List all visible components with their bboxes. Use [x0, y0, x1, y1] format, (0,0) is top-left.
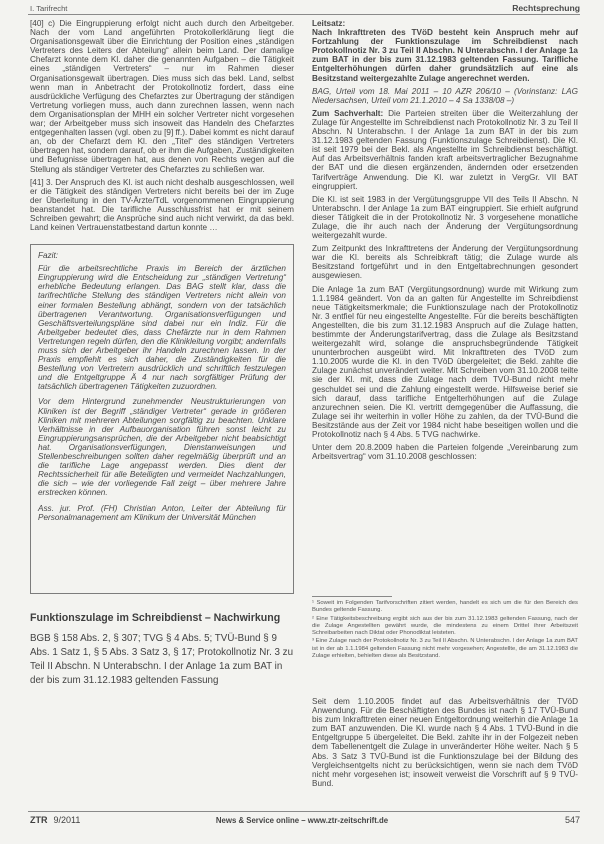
judgment-paragraph: [41] 3. Der Anspruch des Kl. ist auch nicht deshalb ausgeschlossen, weil er die Tätigkeit des ständigen Vertreters nicht bereits bei der im Zuge der Überleitung in den TV-Ärzte/TdL vorgenommenen Eingruppierung beanstandet hat. Die tarifliche Ausschlussfrist hat er mit seinem Schreiben gewahrt; die Ansprüche sind auch nicht verwirkt, da das bekl. Land keinen Vertrauenstatbestand dartun konnte …	[30, 177, 294, 233]
footnote: ³ Eine Zulage nach der Protokollnotiz Nr. 3 zu Teil II Abschn. N Unterabschn. I der Anlage 1a zum BAT ist in der ab 1.1.1984 geltenden Fassung nicht mehr vorgesehen; Angestellte, die am 31.12.1983 die Zulage erhielten, behielten diese als Besitzstand.	[312, 638, 578, 659]
facts-paragraph: Zum Zeitpunkt des Inkrafttretens der Änderung der Vergütungsordnung war die Kl. bereits als Schreibkraft tätig; die Zulage wurde als Besitzstand fortgeführt und in den Entgeltabrechnungen gesondert ausgewiesen.	[312, 244, 578, 281]
footnote-rule	[312, 596, 392, 597]
section-title: I. Tarifrecht	[30, 4, 68, 13]
leitsatz-text: Nach Inkrafttreten des TVöD besteht kein Anspruch mehr auf Fortzahlung der Funktionszulage im Schreibdienst nach Protokollnotiz Nr. 3 zu Teil II Abschn. N Unterabschn. I der Anlage 1a zum BAT in der bis zum 31.12.1983 geltenden Fassung. Tarifliche Entgelterhöhungen dürfen daher grundsätzlich auf eine als Besitzstand weitergezahlte Zulage angerechnet werden.	[312, 28, 578, 83]
case-citation: BAG, Urteil vom 18. Mai 2011 – 10 AZR 206/10 – (Vorinstanz: LAG Niedersachsen, Urteil vom 21.1.2010 – 4 Sa 1338/08 –)	[312, 86, 578, 105]
journal-name: ZTR	[30, 815, 48, 825]
facts-paragraph: Unter dem 20.8.2009 haben die Parteien folgende „Vereinbarung zum Arbeitsvertrag“ vom 31.10.2008 geschlossen:	[312, 443, 578, 462]
facts-paragraph: Die Anlage 1a zum BAT (Vergütungsordnung) wurde mit Wirkung zum 1.1.1984 geändert. Von da an galten für Angestellte im Schreibdienst neue Tätigkeitsmerkmale; die Funktionszulage nach der Protokollnotiz Nr. 3 entfiel für neu eingestellte Angestellte. Für die bereits beschäftigten Angestellten, die bis zum 31.12.1983 Anspruch auf die Zulage hatten, bestimmte der Änderungstarifvertrag, dass die Zulage als Besitzstand weitergezahlt wird, solange die anspruchsbegründende Tätigkeit ununterbrochen ausgeübt wird. Mit Inkrafttreten des TVöD zum 1.10.2005 wurde die Kl. in den TVöD übergeleitet; die Bekl. zahlte die Zulage zunächst unverändert weiter. Mit Schreiben vom 31.10.2008 teilte sie der Kl. mit, dass die Zulage nach dem TVÜ-Bund nicht mehr geschuldet sei und die Zahlung eingestellt werde. Hilfsweise berief sie sich darauf, dass tarifliche Entgelterhöhungen auf die Zulage anzurechnen seien. Die Kl. vertritt demgegenüber die Auffassung, die Zulage sei ihr weiterhin in voller Höhe zu zahlen, da der TVÜ-Bund die Besitzstände aus der Zeit vor 1984 nicht habe beseitigen wollen und die Protokollnotiz nach § 4 Abs. 5 TVG nachwirke.	[312, 284, 578, 440]
fazit-paragraph: Vor dem Hintergrund zunehmender Neustrukturierungen von Kliniken ist der Begriff „ständiger Vertreter“ gerade in größeren Kliniken mit mehreren Abteilungen sorgfältig zu beachten. Unklare Verhältnisse in der Aufbauorganisation führen sonst leicht zu Eingruppierungsansprüchen, die der Arbeitgeber nicht beabsichtigt hat. Organisationsverfügungen, Dienstanweisungen und Stellenbeschreibungen sollten daher regelmäßig überprüft und an die tarifliche Lage angepasst werden. Dies dient der Rechtssicherheit für alle Beteiligten und vermeidet Nachzahlungen, die sich – wie der vorliegende Fall zeigt – über mehrere Jahre erstrecken können.	[38, 397, 286, 498]
facts-paragraph: Die Kl. ist seit 1983 in der Vergütungsgruppe VII des Teils II Abschn. N Unterabschn. I der Anlage 1a zum BAT eingruppiert. Sie erhielt aufgrund dieser Tätigkeit die in der Protokollnotiz Nr. 3 vorgesehene monatliche Zulage, die ihr auch nach der Änderung der Vergütungsordnung weitergezahlt wurde.	[312, 194, 578, 241]
issue-number: 9/2011	[53, 815, 81, 825]
footer-rule	[28, 811, 580, 812]
leitsatz-label: Leitsatz:	[312, 19, 346, 28]
case-title: Funktionszulage im Schreibdienst – Nachwirkung	[30, 612, 281, 625]
footnote: ¹ Soweit im Folgenden Tarifvorschriften zitiert werden, handelt es sich um die für den Bereich des Bundes geltende Fassung.	[312, 600, 578, 614]
fazit-author: Ass. jur. Prof. (FH) Christian Anton, Leiter der Abteilung für Personalmanagement am Klinikum der Universität München	[38, 503, 286, 522]
category-title: Rechtsprechung	[512, 3, 580, 13]
footnotes	[312, 600, 578, 661]
fazit-paragraph: Für die arbeitsrechtliche Praxis im Bereich der ärztlichen Eingruppierung wird die Entscheidung zur „ständigen Vertretung“ erhebliche Bedeutung erlangen. Das BAG stellt klar, dass die tarifrechtliche Stellung des ständigen Vertreters nicht allein von einer formalen Bestellung abhängt, sondern von der tatsächlich übertragenen Verantwortung. Organisationsverfügungen und Geschäftsverteilungspläne sind dabei nur ein Indiz. Für die Arbeitgeber bedeutet dies, dass Chefärzte nur in dem Rahmen Vertretungen regeln dürfen, den die Klinikleitung vorgibt; andernfalls muss sich der Arbeitgeber ihr Handeln zurechnen lassen. In der Praxis empfiehlt es sich daher, die Zuständigkeiten für die Bestellung von Vertretern ausdrücklich und schriftlich festzulegen und die Entgeltgruppe Ä 4 nur nach sorgfältiger Prüfung der tatsächlich übertragenen Tätigkeiten zuzuordnen.	[38, 264, 286, 392]
sachverhalt-label: Zum Sachverhalt:	[312, 108, 384, 118]
continuation-paragraph: Seit dem 1.10.2005 findet auf das Arbeitsverhältnis der TVöD Anwendung. Für die Beschäftigten des Bundes ist nach § 17 TVÜ-Bund bis zum Inkrafttreten einer neuen Entgeltordnung weiterhin die Anlage 1a zum BAT anzuwenden. Die Kl. wurde nach § 4 Abs. 1 TVÜ-Bund in die Entgeltgruppe 5 übergeleitet. Die Bekl. zahlte ihr in der Folgezeit neben dem Tabellenentgelt die Zulage in unveränderter Höhe weiter. Nach § 5 Abs. 3 Satz 3 TVÜ-Bund ist die Funktionszulage bei der Bildung des Vergleichsentgelts nicht zu berücksichtigen, wenn sie nach dem TVöD nicht mehr vorgesehen ist; insoweit verweist die Vorschrift auf § 9 TVÜ-Bund.	[312, 697, 578, 788]
header-rule	[28, 14, 580, 15]
left-column	[30, 19, 294, 688]
judgment-paragraph: [40] c) Die Eingruppierung erfolgt nicht auch durch den Arbeitgeber. Nach der vom Land angeführten Protokollerklärung liegt die Organisationsgewalt über die Einrichtung der Position eines „ständigen Vertreters des Leiters der Abteilung“ allein beim Land. Der damalige Chefarzt konnte dem Kl. daher die genannten Aufgaben – die Tätigkeit eines „ständigen Vertreters“ – nur im Rahmen dieser Organisationsgewalt übertragen. Dies muss sich das bekl. Land, selbst wenn man in Anbetracht der Protokollnotiz fordert, dass eine ausdrückliche Verfügung des Chefarztes zur Übertragung der ständigen Vertretung vorliegen muss, auch dann zurechnen lassen, wenn nach dem Organisationsplan der MHH ein solcher Vertreter nicht vorgesehen war; der Arbeitgeber muss sich insoweit das Handeln des Chefarztes entgegenhalten lassen (vgl. oben zu [9] ff.). Dabei kommt es nicht darauf an, ob der Chefarzt dem Kl. den „Titel“ des ständigen Vertreters übertragen hat, sondern darauf, ob er ihm die Aufgaben, Zuständigkeiten und Befugnisse übertragen hat, aus denen von Rechts wegen auf die Stellung als ständiger Vertreter des Chefarztes zu schließen war.	[30, 19, 294, 174]
sachverhalt-paragraph	[312, 109, 578, 191]
page-number: 547	[564, 815, 580, 825]
service-line: News & Service online – www.ztr-zeitschrift.de	[215, 816, 389, 825]
right-column	[312, 19, 578, 461]
footnote: ² Eine Tätigkeitsbeschreibung ergibt sich aus der bis zum 31.12.1983 geltenden Fassung, nach der die Zulage Angestellten gewährt wurde, die mindestens zu einem Drittel ihrer Arbeitszeit Schreibarbeiten nach Diktat oder Phonodiktat leisteten.	[312, 615, 578, 636]
fazit-label: Fazit:	[38, 251, 59, 261]
sachverhalt-text: Die Parteien streiten über die Weiterzahlung der Zulage für Angestellte im Schreibdienst nach Protokollnotiz Nr. 3 zu Teil II Abschn. N Unterabschn. I der Anlage 1a zum BAT in der bis zum 31.12.1983 geltenden Fassung (Funktionszulage Schreibdienst). Die Kl. ist seit 1979 bei der Bekl. als Angestellte im Schreibdienst beschäftigt. Auf das Arbeitsverhältnis fanden kraft arbeitsvertraglicher Bezugnahme der BAT und die diesen ergänzenden, ändernden oder ersetzenden Tarifverträge Anwendung. Die Kl. war zuletzt in VergGr. VII BAT eingruppiert.	[312, 108, 578, 191]
fazit-box	[30, 244, 294, 594]
case-norms: BGB § 158 Abs. 2, § 307; TVG § 4 Abs. 5; TVÜ-Bund § 9 Abs. 1 Satz 1, § 5 Abs. 3 Satz 3, § 17; Protokollnotiz Nr. 3 zu Teil II Abschn. N Unterabschn. I der Anlage 1a zum BAT in der bis zum 31.12.1983 geltenden Fassung	[30, 632, 294, 686]
